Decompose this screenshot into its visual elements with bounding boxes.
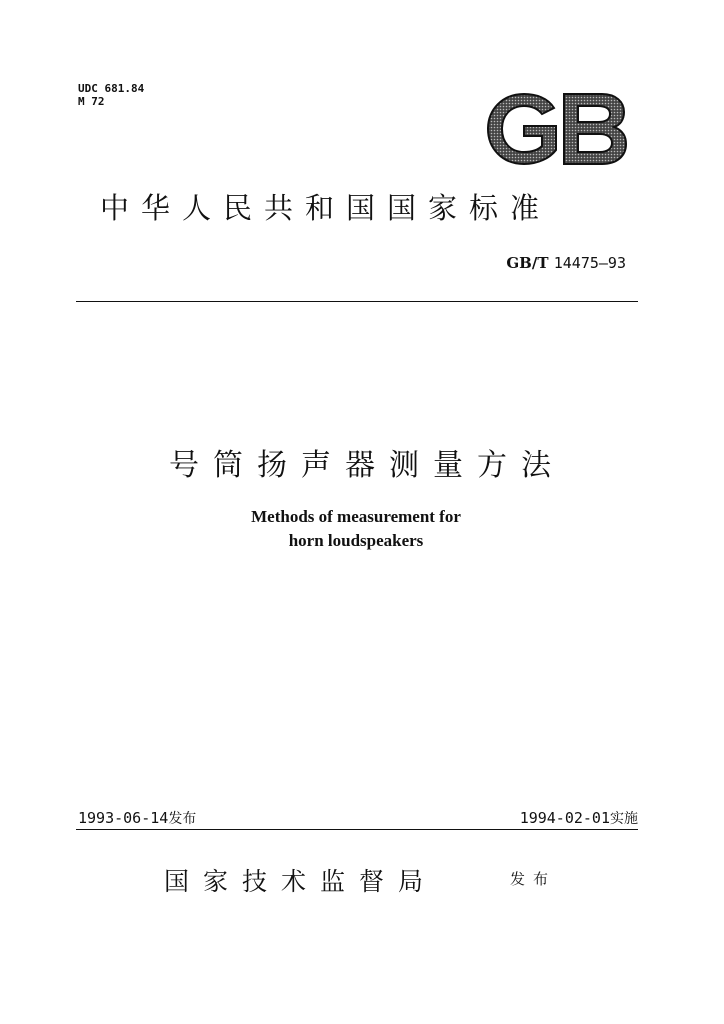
effective-label: 实施: [610, 811, 638, 827]
gb-logo-icon: [484, 90, 630, 168]
document-title-cn: 号筒扬声器测量方法: [169, 448, 565, 483]
gb-logo: [484, 90, 630, 168]
standard-prefix: GB/T: [506, 254, 549, 272]
classification-block: [78, 82, 144, 108]
issue-date-block: [78, 808, 196, 828]
effective-date-block: [520, 808, 638, 828]
issue-date: 1993-06-14: [78, 809, 169, 827]
standard-code: [506, 254, 626, 272]
header-divider: [76, 301, 638, 302]
standard-number: 14475—93: [553, 254, 626, 272]
title-en-line2: horn loudspeakers: [288, 531, 424, 550]
class-code: M 72: [78, 95, 105, 108]
national-standard-title: 中华人民共和国国家标准: [100, 191, 552, 225]
publish-label: 发布: [510, 870, 557, 888]
document-title-en: [0, 505, 712, 553]
udc-code: UDC 681.84: [78, 82, 145, 95]
title-en-line1: Methods of measurement for: [251, 507, 461, 526]
footer-divider: [76, 829, 638, 830]
publisher-name: 国家技术监督局: [164, 867, 438, 896]
issue-label: 发布: [168, 811, 197, 827]
effective-date: 1994-02-01: [519, 809, 610, 827]
